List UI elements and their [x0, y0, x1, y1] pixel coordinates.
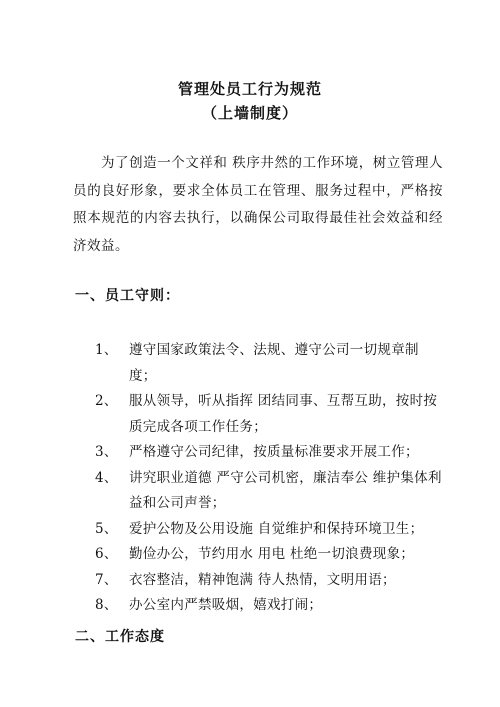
rule-number: 2、	[95, 393, 118, 409]
rule-item	[95, 466, 445, 517]
rule-number: 6、	[95, 546, 118, 562]
rule-number: 8、	[95, 597, 118, 613]
intro-paragraph: 为了创造一个文祥和 秩序井然的工作环境，树立管理人员的良好形象，要求全体员工在管理、服务过程中，严格按照本规范的内容去执行，以确保公司取得最佳社会效益和经济效益。	[73, 155, 443, 254]
rule-item	[95, 517, 445, 543]
rule-text: 勤俭办公，节约用水 用电 杜绝一切浪费现象；	[129, 546, 415, 562]
rule-number: 1、	[95, 342, 118, 358]
rule-number: 5、	[95, 520, 118, 537]
rule-text: 服从领导，听从指挥 团结同事、互帮互助，按时按质完成各项工作任务；	[129, 393, 438, 435]
rule-text: 衣容整洁，精神饱满 待人热情，文明用语；	[129, 571, 396, 588]
rule-item	[95, 593, 445, 619]
rule-text: 严格遵守公司纪律，按质量标准要求开展工作；	[129, 444, 419, 460]
rule-text: 讲究职业道德 严守公司机密，廉洁奉公 维护集体利益和公司声誉；	[129, 469, 442, 511]
rule-item	[95, 440, 445, 466]
document-subtitle: （上墙制度）	[201, 104, 298, 122]
rule-number: 7、	[95, 571, 118, 588]
rule-text: 遵守国家政策法令、法规、遵守公司一切规章制度；	[129, 342, 419, 384]
section-heading-work-attitude: 二、工作态度	[75, 629, 165, 645]
document-title: 管理处员工行为规范	[177, 80, 322, 98]
rule-text: 办公室内严禁吸烟，嬉戏打闹；	[129, 597, 323, 613]
rule-item	[95, 568, 445, 594]
staff-rules-list	[95, 338, 445, 619]
rule-item	[95, 338, 445, 389]
rule-number: 3、	[95, 444, 118, 460]
rule-number: 4、	[95, 469, 118, 486]
rule-text: 爱护公物及公用设施 自觉维护和保持环境卫生；	[129, 520, 424, 537]
section-heading-staff-rules: 一、员工守则：	[75, 288, 180, 304]
rule-item	[95, 542, 445, 568]
rule-item	[95, 389, 445, 440]
